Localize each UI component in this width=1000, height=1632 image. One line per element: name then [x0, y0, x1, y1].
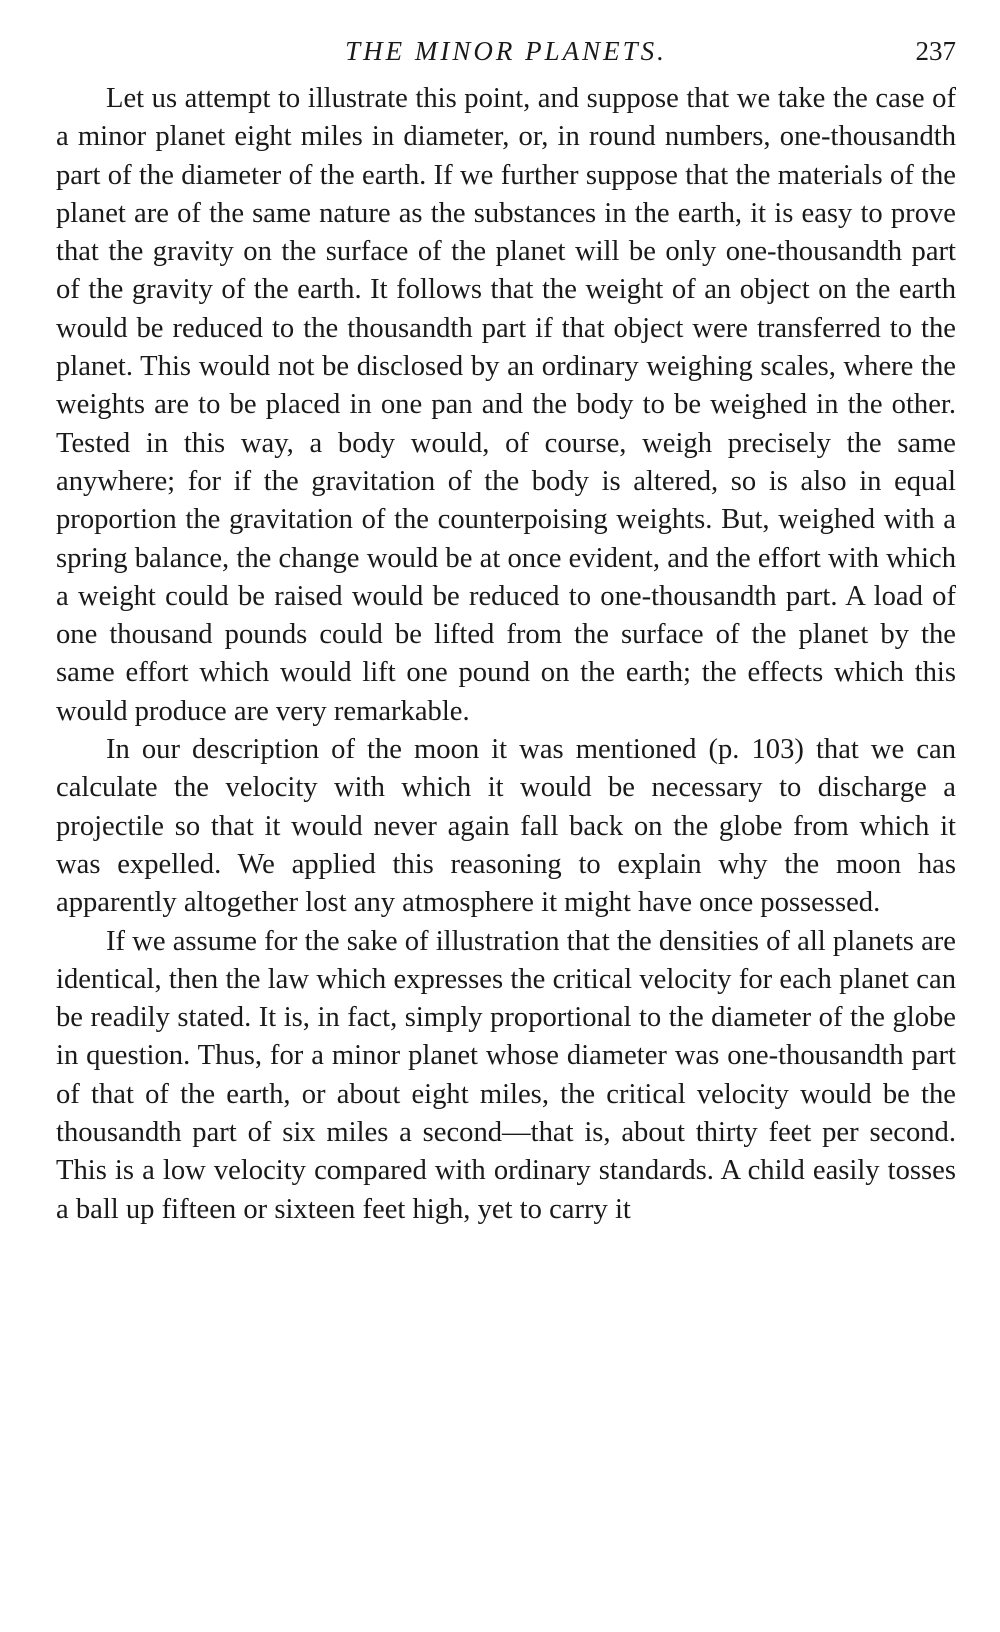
paragraph-3: If we assume for the sake of illustration that the densities of all planets are identical, then the law which expresses the critical velocity for each planet can be readily stated. It is, in fact, simply proportional to the diameter of the globe in question. Thus, for a minor planet whose diameter was one-thousandth part of that of the earth, or about eight miles, the critical velocity would be the thousandth part of six miles a second—that is, about thirty feet per second. This is a low velocity compared with ordinary standards. A child easily tosses a ball up fifteen or sixteen feet high, yet to carry it — [56, 925, 956, 1225]
running-header — [56, 28, 956, 80]
paragraph-2: In our description of the moon it was mentioned (p. 103) that we can calculate the velocity with which it would be necessary to discharge a projectile so that it would never again fall back on the globe from which it was expelled. We applied this reasoning to explain why the moon has apparently altogether lost any atmosphere it might have once possessed. — [56, 734, 956, 919]
paragraph-1: Let us attempt to illustrate this point, and suppose that we take the case of a minor planet eight miles in diameter, or, in round numbers, one-thousandth part of the diameter of the earth. If we further suppose that the materials of the planet are of the same nature as the substances in the earth, it is easy to prove that the gravity on the surface of the planet will be only one-thousandth part of the gravity of the earth. It follows that the weight of an object on the earth would be reduced to the thousandth part if that object were transferred to the planet. This would not be disclosed by an ordinary weighing scales, where the weights are to be placed in one pan and the body to be weighed in the other. Tested in this way, a body would, of course, weigh precisely the same anywhere; for if the gravitation of the body is altered, so is also in equal proportion the gravitation of the counterpoising weights. But, weighed with a spring balance, the change would be at once evident, and the effort with which a weight could be raised would be reduced to one-thousandth part. A load of one thousand pounds could be lifted from the surface of the planet by the same effort which would lift one pound on the earth; the effects which this would produce are very remarkable. — [56, 83, 956, 727]
page-number: 237 — [915, 36, 956, 66]
running-title: THE MINOR PLANETS. — [345, 36, 667, 66]
book-page — [56, 28, 956, 1229]
body-text — [56, 80, 956, 1229]
